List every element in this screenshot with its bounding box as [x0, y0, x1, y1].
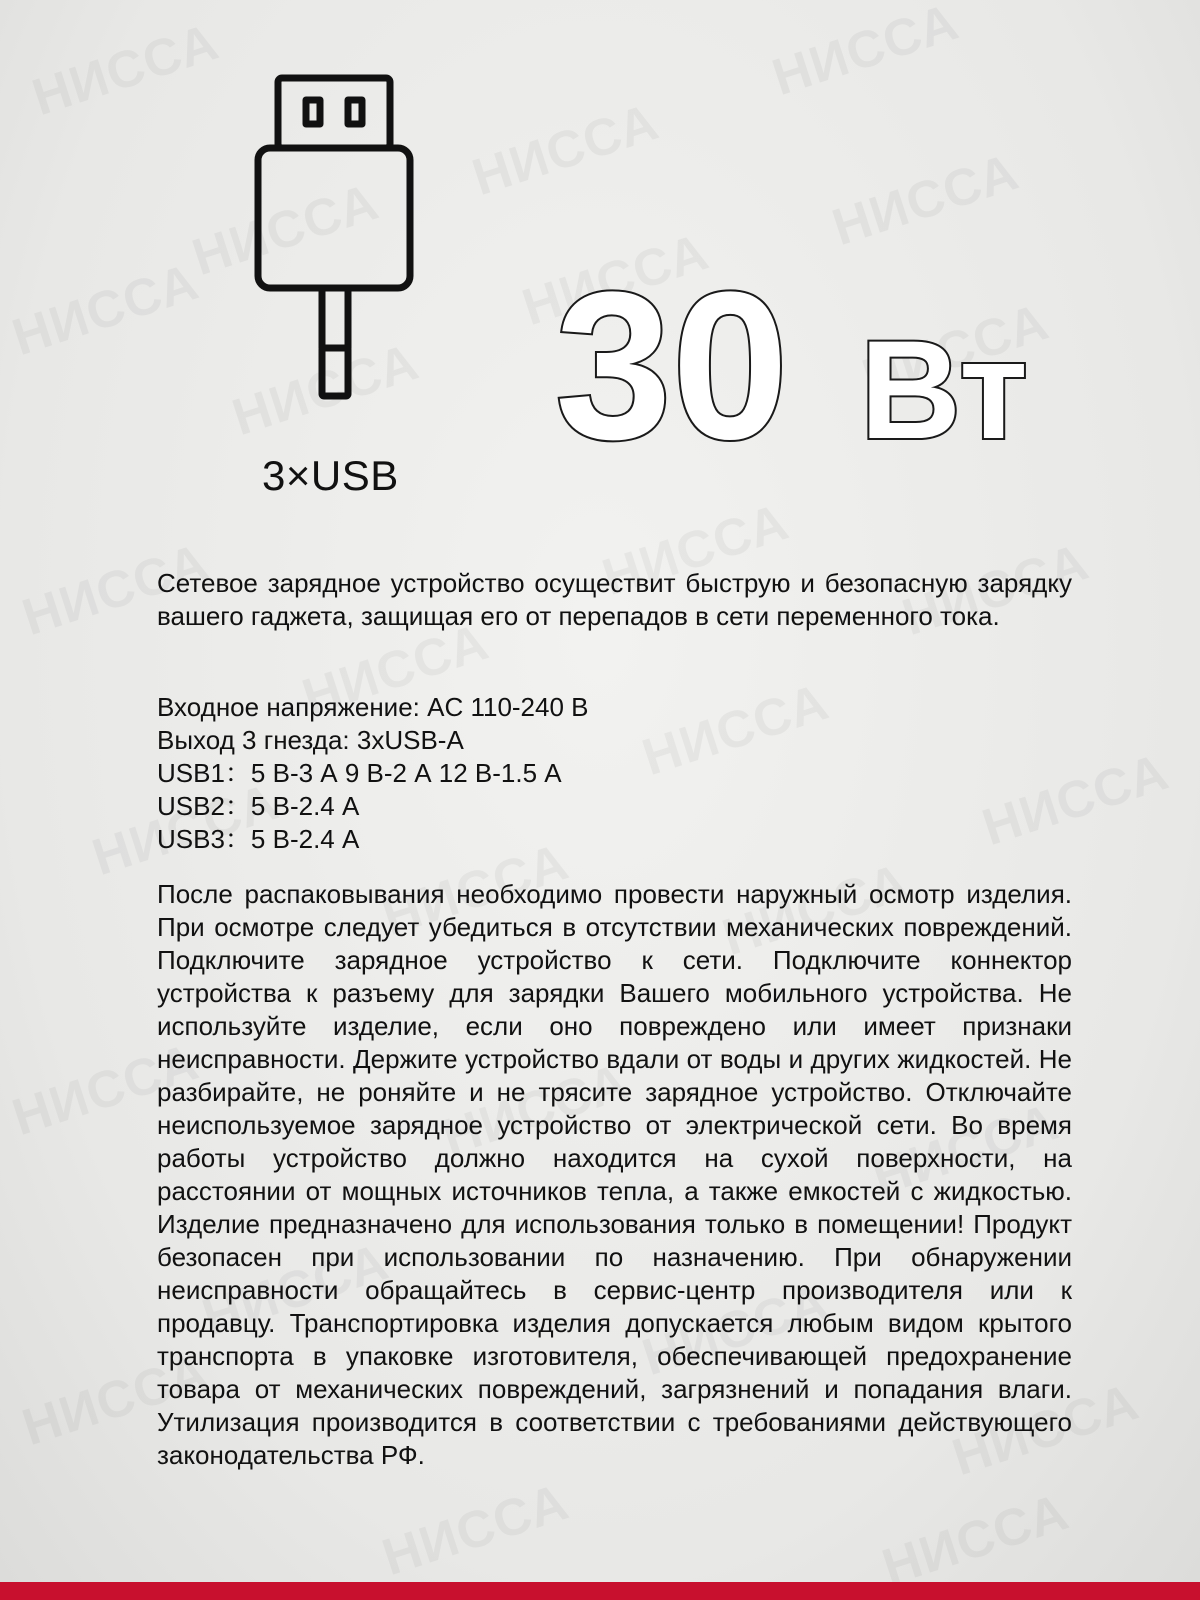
spec-output-sockets: Выход 3 гнезда: 3хUSB-A — [157, 725, 464, 755]
spec-usb3: USB3：5 В-2.4 А — [157, 824, 360, 854]
power-rating — [555, 268, 1075, 458]
usb-port-count-label: 3×USB — [262, 452, 399, 499]
power-value: 30 — [555, 268, 789, 458]
brand-color-band — [0, 1582, 1200, 1600]
spec-input-voltage: Входное напряжение: AC 110-240 В — [157, 692, 589, 722]
spec-usb2: USB2：5 В-2.4 А — [157, 791, 360, 821]
usb-plug-icon — [250, 72, 420, 412]
power-unit: Вт — [860, 311, 1028, 458]
spec-usb1: USB1：5 В-3 А 9 В-2 А 12 В-1.5 А — [157, 758, 562, 788]
usage-instructions: После распаковывания необходимо провести наружный осмотр изделия. При осмотре следует убедиться в отсутствии механических повреждений. Подключите зарядное устройство к сети. Подключите коннектор устройства к разъему для зарядки Вашего мобильного устройства. Не используйте изделие, если оно повреждено или имеет признаки неисправности. Держите устройство вдали от воды и других жидкостей. Не разбирайте, не роняйте и не трясите зарядное устройство. Отключайте неиспользуемое зарядное устройство от электрической сети. Во время работы устройство должно находится на сухой поверхности, на расстоянии от мощных источников тепла, а также емкостей с жидкостью. Изделие предназначено для использования только в помещении! Продукт безопасен при использовании по назначению. При обнаружении неисправности обращайтесь в сервис-центр производителя или к продавцу. Транспортировка изделия допускается любым видом крытого транспорта в упаковке изготовителя, обеспечивающей предохранение товара от механических повреждений, загрязнений и попадания влаги. Утилизация производится в соответствии с требованиями действующего законодательства РФ. — [157, 879, 1072, 1470]
specifications-list — [157, 691, 1072, 856]
product-description: Сетевое зарядное устройство осуществит быструю и безопасную зарядку вашего гаджета, защищая его от перепадов в сети переменного тока. — [157, 568, 1072, 631]
